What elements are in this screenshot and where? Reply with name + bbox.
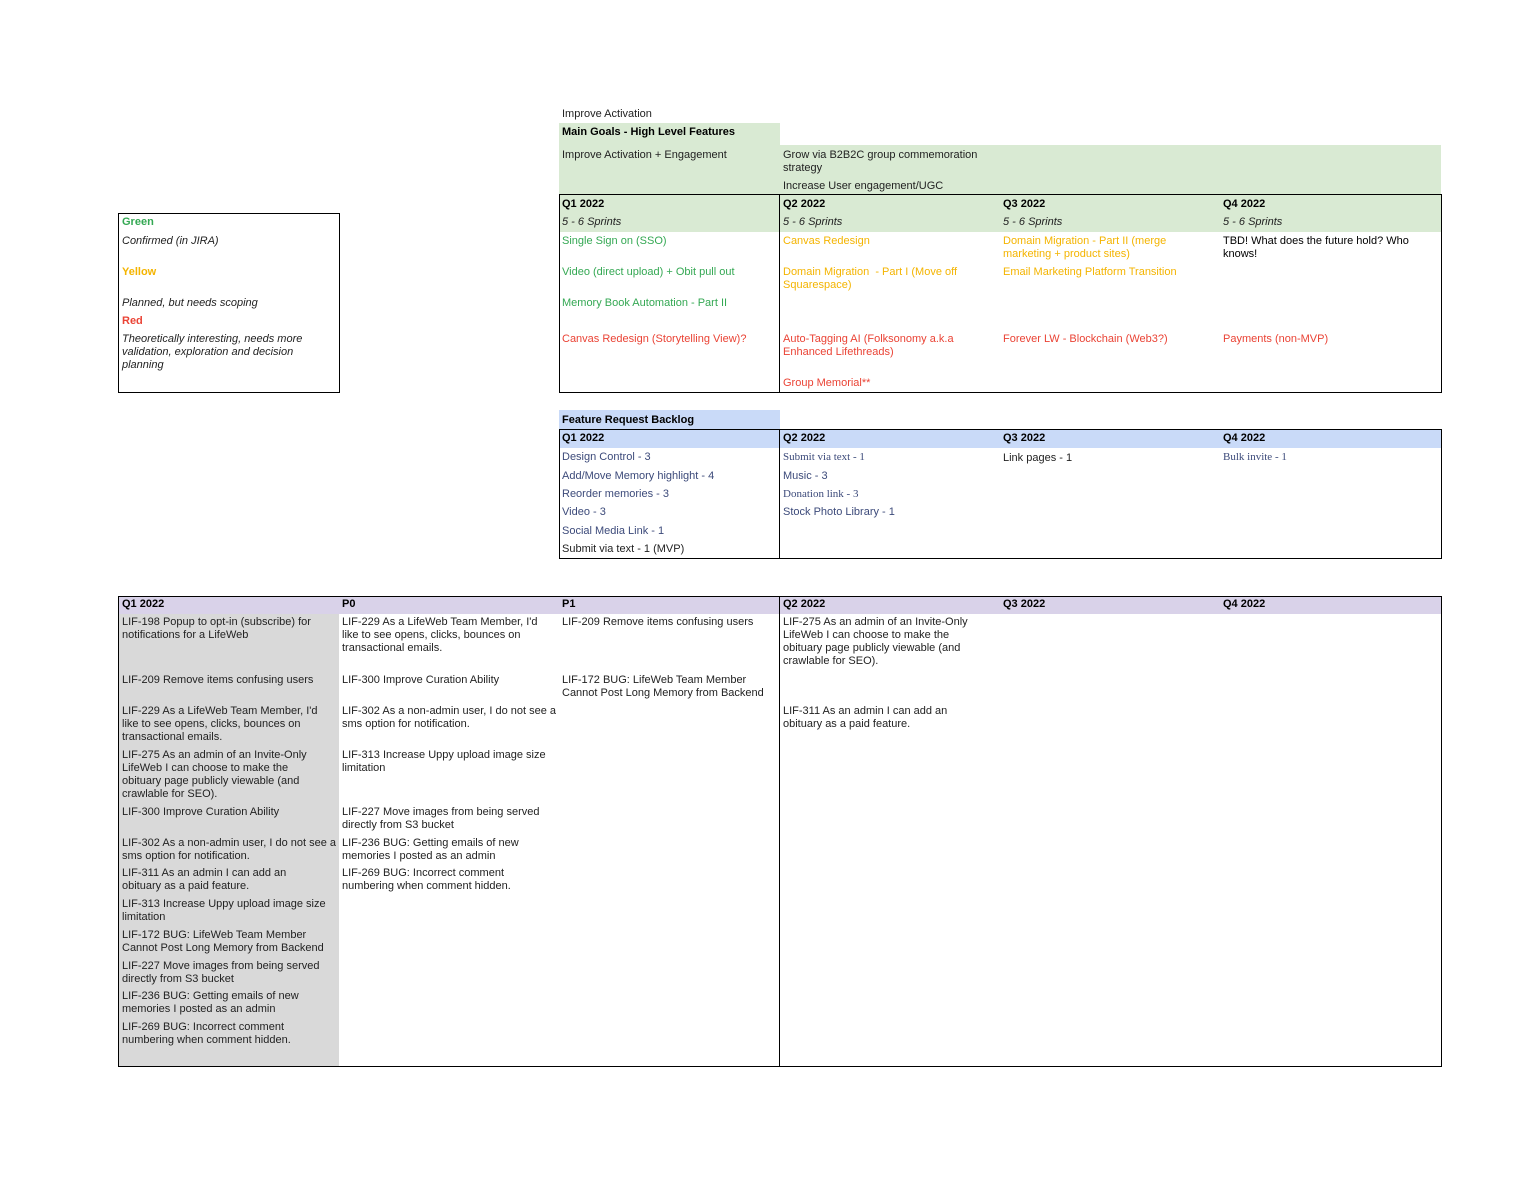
ticket-item: LIF-209 Remove items confusing users [562, 616, 754, 628]
roadmap-col-divider [779, 194, 780, 393]
ticket-item: LIF-227 Move images from being served directly from S3 bucket [122, 960, 323, 985]
backlog-item: Social Media Link - 1 [562, 525, 665, 537]
roadmap-q2-sprints: 5 - 6 Sprints [783, 216, 843, 228]
roadmap-q4-item: Payments (non-MVP) [1223, 333, 1329, 345]
backlog-item: Reorder memories - 3 [562, 488, 669, 500]
tickets-header-p0: P0 [342, 598, 356, 610]
tickets-header-p1: P1 [562, 598, 576, 610]
ticket-item: LIF-275 As an admin of an Invite-Only LifeWeb I can choose to make the obituary page publicly viewable (and crawlable for SEO). [122, 749, 310, 800]
goal-1: Improve Activation + Engagement [562, 149, 727, 161]
roadmap-q4-sprints: 5 - 6 Sprints [1223, 216, 1283, 228]
tickets-header-q1: Q1 2022 [122, 598, 165, 610]
roadmap-q1-item: Video (direct upload) + Obit pull out [562, 266, 735, 278]
ticket-item: LIF-229 As a LifeWeb Team Member, I'd like to see opens, clicks, bounces on transactional emails. [122, 705, 321, 743]
roadmap-q3-item: Email Marketing Platform Transition [1003, 266, 1177, 278]
ticket-item: LIF-269 BUG: Incorrect comment numbering when comment hidden. [122, 1021, 291, 1046]
ticket-item: LIF-236 BUG: Getting emails of new memories I posted as an admin [342, 837, 522, 862]
roadmap-q2-item: Canvas Redesign [783, 235, 870, 247]
roadmap-q1-item: Memory Book Automation - Part II [562, 297, 728, 309]
backlog-item: Video - 3 [562, 506, 606, 518]
roadmap-q2-item: Domain Migration - Part I (Move off Squarespace) [783, 266, 961, 291]
roadmap-q2-item: Group Memorial** [783, 377, 871, 389]
roadmap-table-border [559, 194, 1442, 393]
ticket-item: LIF-269 BUG: Incorrect comment numbering when comment hidden. [342, 867, 511, 892]
legend-red-desc: Theoretically interesting, needs more validation, exploration and decision planning [122, 333, 306, 371]
tickets-col-divider [779, 596, 780, 1067]
roadmap-q3-header: Q3 2022 [1003, 198, 1046, 210]
roadmap-q1-item: Canvas Redesign (Storytelling View)? [562, 333, 747, 345]
ticket-item: LIF-302 As a non-admin user, I do not see a sms option for notification. [342, 705, 560, 730]
backlog-q3-header: Q3 2022 [1003, 432, 1046, 444]
backlog-item: Submit via text - 1 [783, 451, 865, 463]
ticket-item: LIF-313 Increase Uppy upload image size limitation [342, 749, 549, 774]
roadmap-q1-header: Q1 2022 [562, 198, 605, 210]
ticket-item: LIF-198 Popup to opt-in (subscribe) for notifications for a LifeWeb [122, 616, 314, 641]
roadmap-q3-sprints: 5 - 6 Sprints [1003, 216, 1063, 228]
ticket-item: LIF-172 BUG: LifeWeb Team Member Cannot Post Long Memory from Backend [562, 674, 764, 699]
roadmap-q4-header: Q4 2022 [1223, 198, 1266, 210]
tickets-header-q4: Q4 2022 [1223, 598, 1266, 610]
tickets-header-q3: Q3 2022 [1003, 598, 1046, 610]
roadmap-q4-item: TBD! What does the future hold? Who knows! [1223, 235, 1412, 260]
ticket-item: LIF-275 As an admin of an Invite-Only LifeWeb I can choose to make the obituary page publicly viewable (and crawlable for SEO). [783, 616, 971, 667]
ticket-item: LIF-313 Increase Uppy upload image size limitation [122, 898, 329, 923]
backlog-item: Donation link - 3 [783, 488, 859, 500]
ticket-item: LIF-302 As a non-admin user, I do not see a sms option for notification. [122, 837, 340, 862]
ticket-item: LIF-229 As a LifeWeb Team Member, I'd like to see opens, clicks, bounces on transactional emails. [342, 616, 541, 654]
ticket-item: LIF-300 Improve Curation Ability [342, 674, 500, 686]
backlog-q4-header: Q4 2022 [1223, 432, 1266, 444]
backlog-table-border [559, 429, 1442, 559]
ticket-item: LIF-311 As an admin I can add an obituary as a paid feature. [783, 705, 951, 730]
main-goals-title: Main Goals - High Level Features [562, 126, 735, 138]
ticket-item: LIF-209 Remove items confusing users [122, 674, 314, 686]
roadmap-q3-item: Forever LW - Blockchain (Web3?) [1003, 333, 1168, 345]
roadmap-q1-sprints: 5 - 6 Sprints [562, 216, 622, 228]
backlog-item: Submit via text - 1 (MVP) [562, 543, 685, 555]
backlog-q2-header: Q2 2022 [783, 432, 826, 444]
ticket-item: LIF-311 As an admin I can add an obituary as a paid feature. [122, 867, 290, 892]
backlog-item: Stock Photo Library - 1 [783, 506, 895, 518]
backlog-item: Music - 3 [783, 470, 828, 482]
ticket-item: LIF-172 BUG: LifeWeb Team Member Cannot Post Long Memory from Backend [122, 929, 324, 954]
legend-yellow-desc: Planned, but needs scoping [122, 297, 258, 309]
roadmap-q2-item: Auto-Tagging AI (Folksonomy a.k.a Enhanced Lifethreads) [783, 333, 957, 358]
legend-green-label: Green [122, 216, 154, 228]
legend-red-label: Red [122, 315, 143, 327]
roadmap-top-label: Improve Activation [562, 108, 652, 120]
backlog-col-divider [779, 429, 780, 559]
backlog-item: Link pages - 1 [1003, 452, 1073, 464]
roadmap-q2-header: Q2 2022 [783, 198, 826, 210]
backlog-item: Bulk invite - 1 [1223, 451, 1287, 463]
goal-2a: Grow via B2B2C group commemoration strategy [783, 149, 981, 174]
roadmap-q1-item: Single Sign on (SSO) [562, 235, 667, 247]
backlog-item: Add/Move Memory highlight - 4 [562, 470, 715, 482]
backlog-title: Feature Request Backlog [562, 414, 695, 426]
backlog-q1-header: Q1 2022 [562, 432, 605, 444]
legend-yellow-label: Yellow [122, 266, 157, 278]
roadmap-q3-item: Domain Migration - Part II (merge marketing + product sites) [1003, 235, 1170, 260]
tickets-header-q2: Q2 2022 [783, 598, 826, 610]
ticket-item: LIF-300 Improve Curation Ability [122, 806, 280, 818]
goal-2b: Increase User engagement/UGC [783, 180, 944, 192]
backlog-item: Design Control - 3 [562, 451, 651, 463]
legend-green-desc: Confirmed (in JIRA) [122, 235, 219, 247]
ticket-item: LIF-227 Move images from being served directly from S3 bucket [342, 806, 543, 831]
ticket-item: LIF-236 BUG: Getting emails of new memories I posted as an admin [122, 990, 302, 1015]
